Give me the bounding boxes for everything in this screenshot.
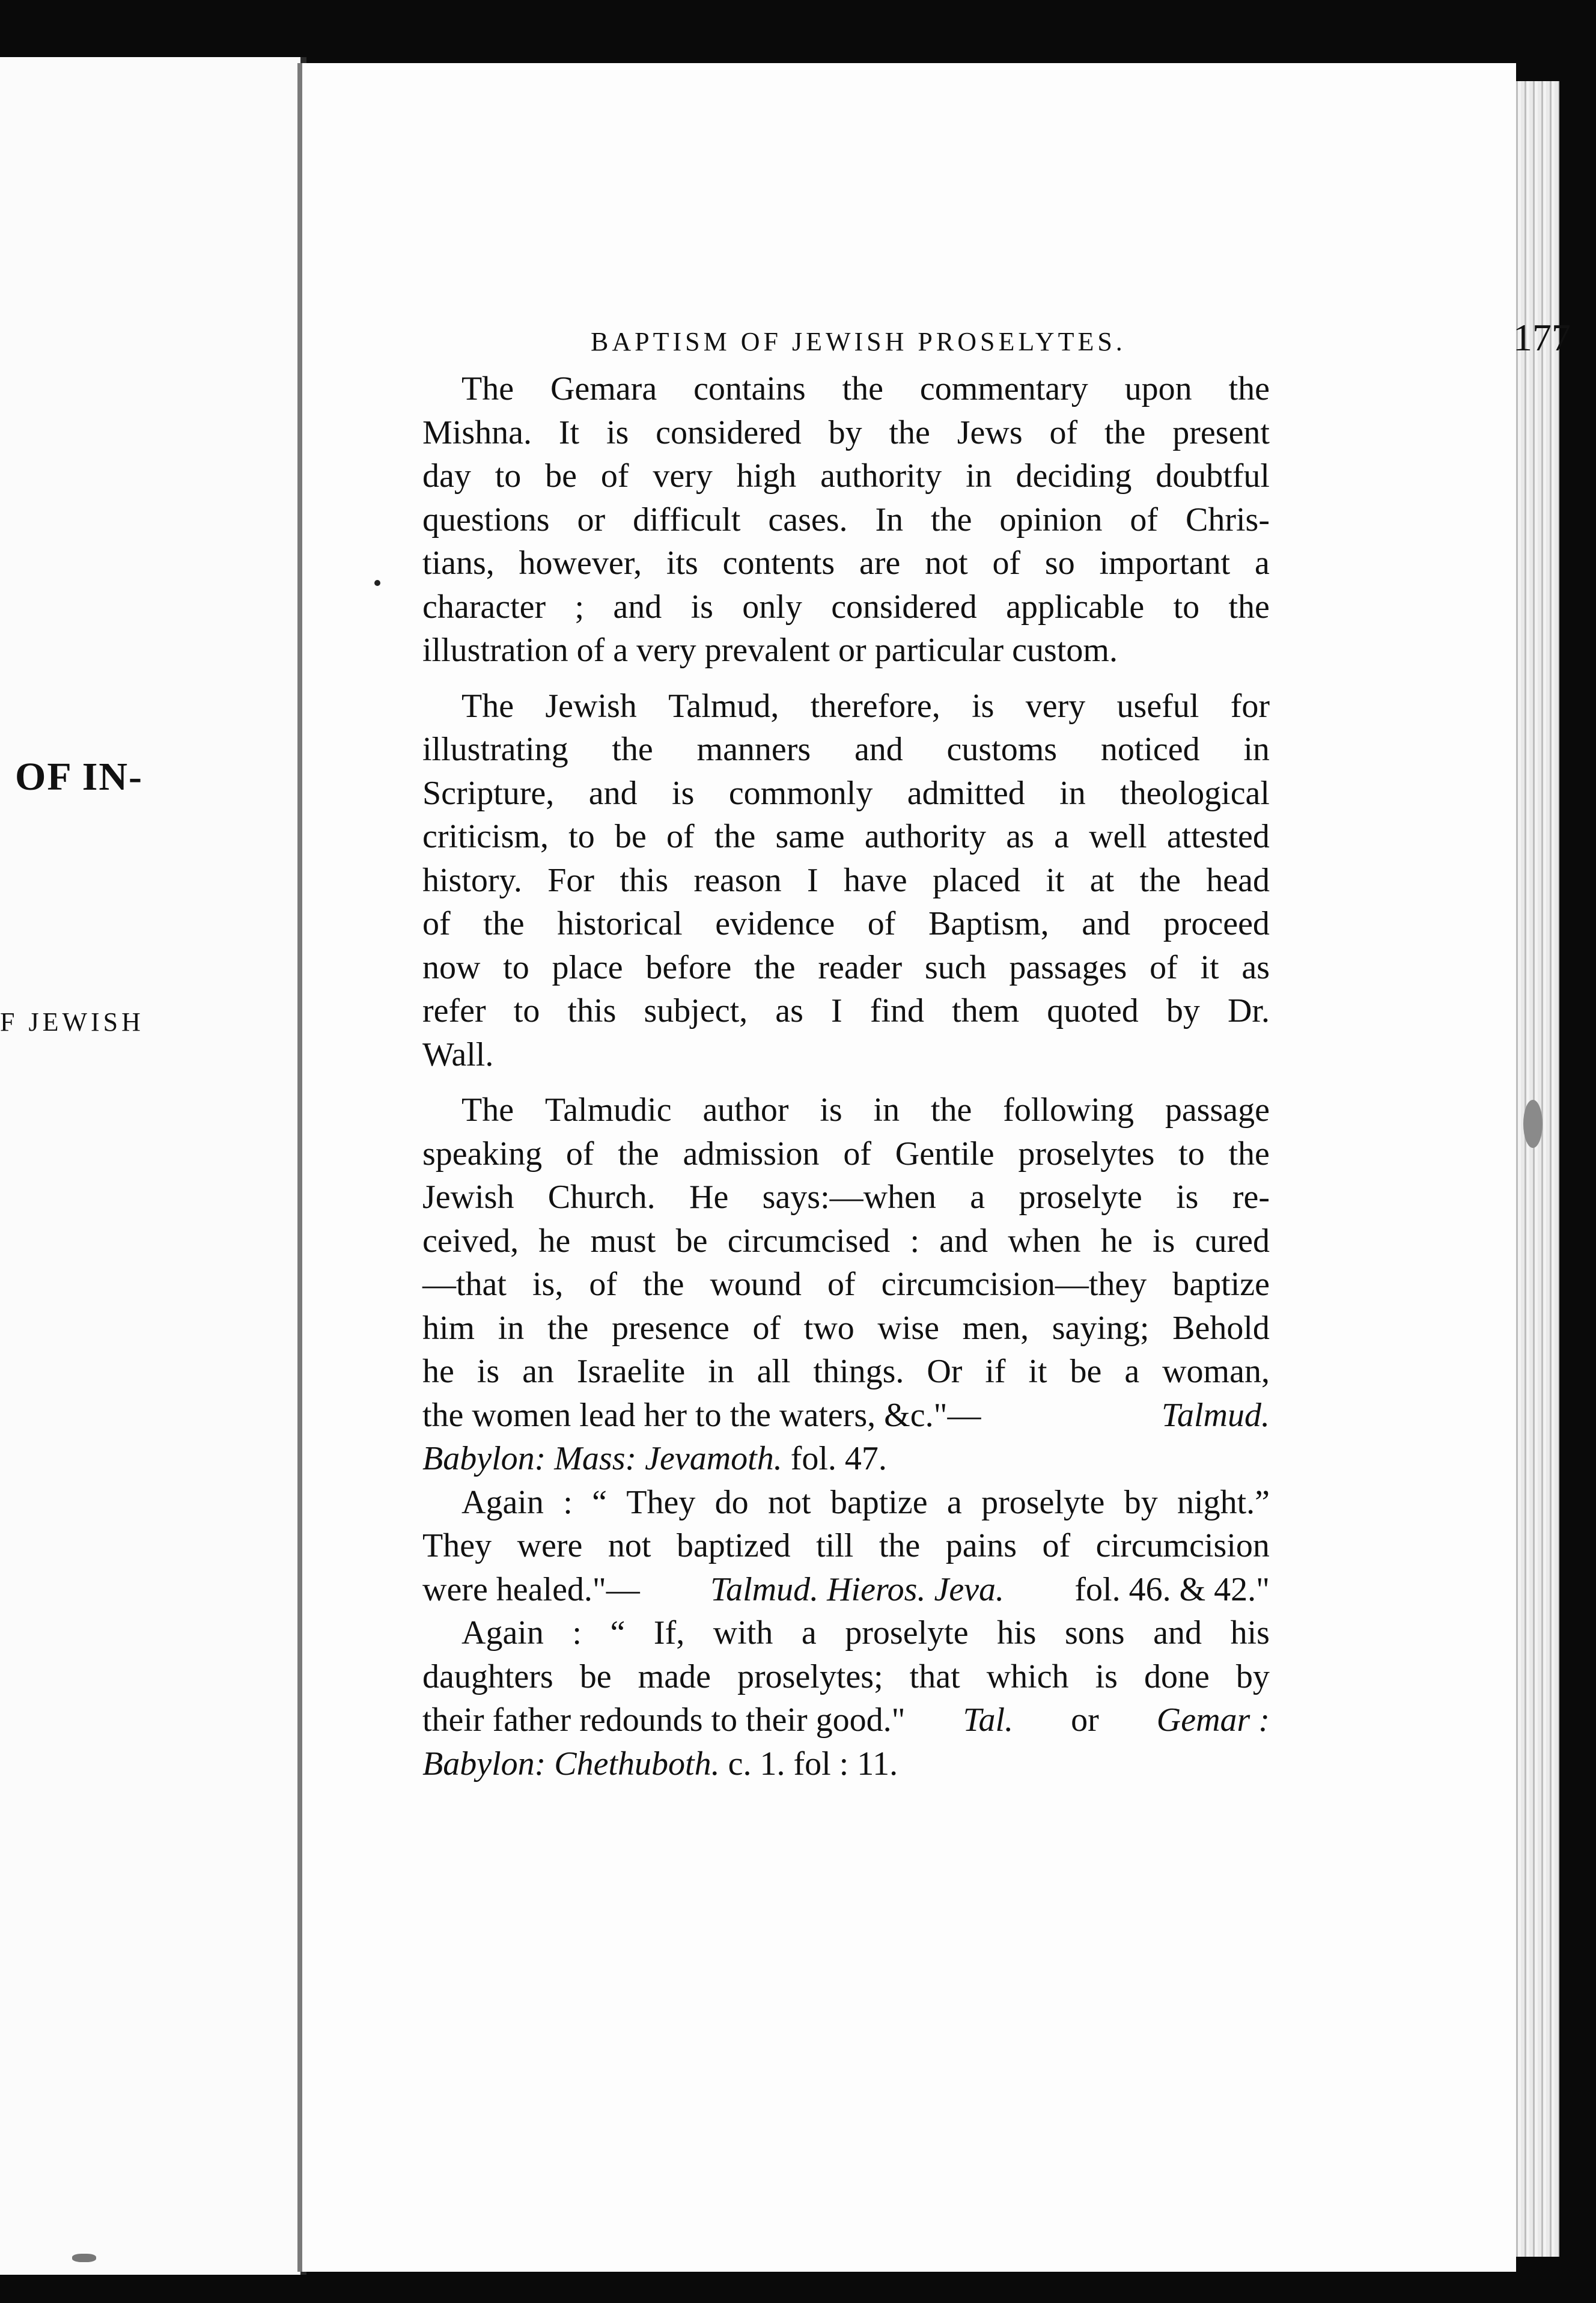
text-line	[422, 1437, 1270, 1481]
running-title: BAPTISM OF JEWISH PROSELYTES.	[591, 327, 1126, 356]
left-page-running-title: F JEWISH	[0, 1007, 144, 1037]
text-line: now to place before the reader such passages of it as	[422, 948, 1270, 986]
text-line: Again : “ If, with a proselyte his sons and his	[461, 1614, 1270, 1652]
text-line: criticism, to be of the same authority as a well attested	[422, 818, 1270, 855]
text-line: he is an Israelite in all things. Or if it be a woman,	[422, 1353, 1270, 1390]
text-span: or	[1071, 1701, 1099, 1739]
running-head	[591, 316, 1571, 376]
citation: Talmud.	[1161, 1396, 1270, 1434]
scan-smudge	[1523, 1100, 1543, 1148]
text-line	[422, 1394, 1270, 1438]
text-line: of the historical evidence of Baptism, and proceed	[422, 905, 1270, 942]
text-span: their father redounds to their good."	[422, 1701, 906, 1739]
text-line: The Jewish Talmud, therefore, is very useful for	[461, 687, 1270, 725]
text-line: day to be of very high authority in deciding doubtful	[422, 457, 1270, 495]
text-line: illustrating the manners and customs noticed in	[422, 731, 1270, 768]
text-line: Mishna. It is considered by the Jews of the present	[422, 413, 1270, 451]
text-line	[422, 1568, 1270, 1612]
text-line: illustration of a very prevalent or particular custom.	[422, 632, 1118, 669]
scan-smudge	[72, 2254, 96, 2262]
text-span: the women lead her to the waters, &c."—	[422, 1396, 981, 1434]
text-span: c. 1. fol : 11.	[728, 1745, 898, 1783]
text-line: speaking of the admission of Gentile proselytes to the	[422, 1135, 1270, 1173]
text-line: tians, however, its contents are not of so important a	[422, 544, 1270, 582]
text-line: Wall.	[422, 1036, 494, 1073]
text-span: fol. 46. & 42."	[1074, 1570, 1270, 1608]
text-line: daughters be made proselytes; that which is done by	[422, 1658, 1270, 1695]
page-number: 177	[1513, 316, 1571, 359]
text-line: him in the presence of two wise men, saying; Behold	[422, 1309, 1270, 1347]
text-line	[422, 1698, 1270, 1742]
text-line: The Gemara contains the commentary upon the	[461, 370, 1270, 407]
citation: Tal.	[963, 1701, 1014, 1739]
text-line: questions or difficult cases. In the opinion of Chris-	[422, 501, 1270, 538]
text-span: fol. 47.	[790, 1440, 887, 1477]
text-line: history. For this reason I have placed it at the head	[422, 861, 1270, 899]
citation: Babylon: Mass: Jevamoth.	[422, 1440, 782, 1477]
text-line: Scripture, and is commonly admitted in theological	[422, 774, 1270, 812]
text-line: Again : “ They do not baptize a proselyte by night.”	[461, 1483, 1270, 1521]
left-page-fragment	[0, 57, 306, 2275]
citation: Babylon: Chethuboth.	[422, 1745, 720, 1783]
text-line: They were not baptized till the pains of circumcision	[422, 1527, 1270, 1564]
left-page-heading: OF IN-	[15, 755, 144, 799]
text-line: ceived, he must be circumcised : and when he is cured	[422, 1222, 1270, 1260]
citation: Gemar :	[1156, 1701, 1270, 1739]
ink-speck	[374, 580, 380, 586]
text-line: Jewish Church. He says:—when a proselyte is re-	[422, 1179, 1270, 1216]
text-line: —that is, of the wound of circumcision—they baptize	[422, 1266, 1270, 1303]
text-line: The Talmudic author is in the following passage	[461, 1091, 1270, 1129]
body-text	[422, 367, 1270, 1786]
text-line	[422, 1742, 1270, 1786]
citation: Talmud. Hieros. Jeva.	[710, 1570, 1005, 1608]
main-page	[297, 63, 1571, 2272]
text-line: refer to this subject, as I find them quoted by Dr.	[422, 992, 1270, 1029]
text-line: character ; and is only considered applicable to the	[422, 588, 1270, 626]
text-span: were healed."—	[422, 1570, 640, 1608]
